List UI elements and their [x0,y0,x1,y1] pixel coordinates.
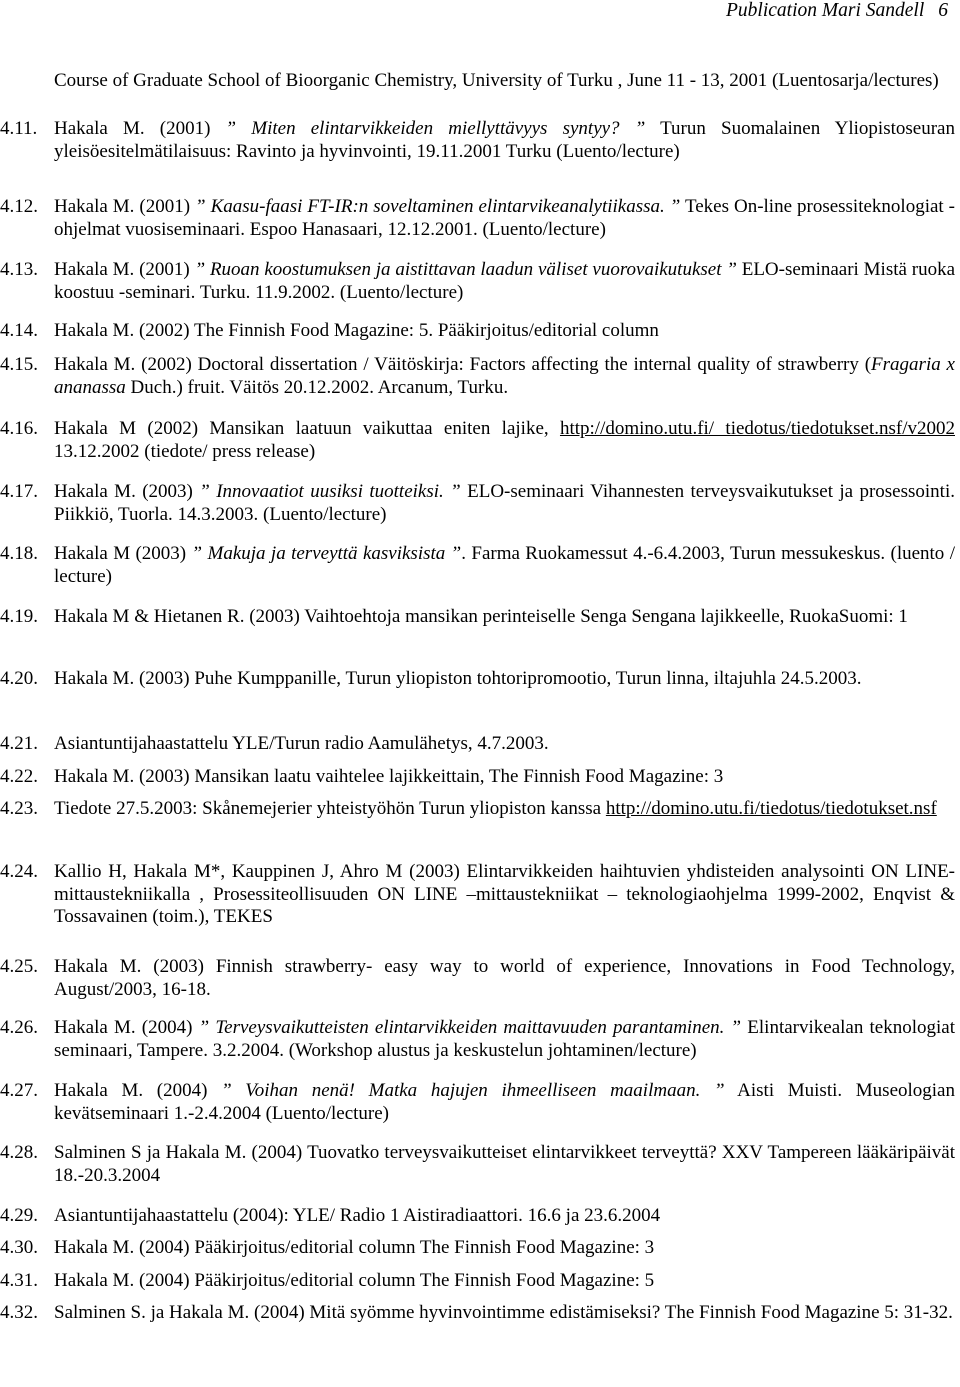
text-segment: 13.12.2002 (tiedote/ press release) [54,440,316,462]
text-segment: Hakala M. (2003) [54,481,200,502]
item-text [54,668,955,691]
item-text [54,354,955,399]
text-segment: Asiantuntijahaastattelu YLE/Turun radio Aamulähetys, 4.7.2003. [54,733,549,754]
page-number: 6 [938,0,948,21]
item-text [54,606,955,629]
text-segment: Hakala M. (2004) Pääkirjoitus/editorial column The Finnish Food Magazine: 3 [54,1237,655,1258]
item-text [54,118,955,163]
item-text [54,1270,955,1293]
italic-title: ” Voihan nenä! Matka hajujen ihmeelliseen maailmaan. ” [221,1080,725,1101]
item-number: 4.28. [0,1142,38,1163]
item-text [54,543,955,588]
item-number: 4.13. [0,259,38,280]
item-number: 4.18. [0,543,38,564]
text-segment: Hakala M. (2002) The Finnish Food Magazine: 5. Pääkirjoitus/editorial column [54,320,659,341]
item-number: 4.15. [0,354,38,375]
italic-title: ” Makuja ja terveyttä kasviksista ” [191,543,462,564]
item-text [54,259,955,304]
text-segment: . Farma Ruokamessut 4.-6.4.2003, Turun messukeskus. (luento / lecture) [54,543,955,587]
list-item [0,1237,955,1260]
item-text [54,320,955,343]
list-item [0,320,955,343]
item-number: 4.22. [0,766,38,787]
item-number: 4.11. [0,118,38,139]
list-item [0,118,955,163]
list-item [0,1142,955,1187]
text-segment: ELO-seminaari Mistä ruoka koostuu -seminari. Turku. 11.9.2002. (Luento/lecture) [54,259,955,303]
text-segment: Hakala M. (2001) [54,259,195,280]
list-item [0,1080,955,1125]
item-text [54,1017,955,1062]
intro-entry [0,70,955,93]
text-segment: Hakala M (2003) [54,543,192,564]
list-item [0,733,955,756]
text-segment: Hakala M & Hietanen R. (2003) Vaihtoehtoja mansikan perinteiselle Senga Sengana lajikkeelle, RuokaSuomi: 1 [54,606,908,627]
text-segment: Hakala M. (2003) Finnish strawberry- easy way to world of experience, Innovations in Food Technology, August/2003, 16-18. [54,956,955,1000]
list-item [0,606,955,629]
item-text [54,1205,955,1228]
text-segment: Tekes On-line prosessiteknologiat -ohjelmat vuosiseminaari. Espoo Hanasaari, 12.12.2001. (Luento/lecture) [54,196,956,240]
item-text [54,798,955,821]
item-number: 4.31. [0,1270,38,1291]
list-item [0,668,955,691]
italic-title: ” Innovaatiot uusiksi tuotteiksi. ” [199,481,461,502]
italic-title: ” Kaasu-faasi FT-IR:n soveltaminen elintarvikeanalytiikassa. ” [195,196,681,217]
item-text [54,196,955,241]
item-number: 4.29. [0,1205,38,1226]
item-number: 4.26. [0,1017,38,1038]
item-number: 4.27. [0,1080,38,1101]
text-segment: ELO-seminaari Vihannesten terveysvaikutukset ja prosessointi. Piikkiö, Tuorla. 14.3.2003. (Luento/lecture) [54,481,955,525]
item-number: 4.30. [0,1237,38,1258]
item-text [54,418,955,463]
text-segment: Asiantuntijahaastattelu (2004): YLE/ Radio 1 Aistiradiaattori. 16.6 ja 23.6.2004 [54,1205,661,1226]
list-item [0,861,955,929]
italic-title: ” Terveysvaikutteisten elintarvikkeiden maittavuuden parantaminen. ” [198,1017,742,1038]
item-number: 4.17. [0,481,38,502]
list-item [0,766,955,789]
italic-title: Fragaria x ananassa [54,354,955,398]
item-text [54,861,955,929]
list-item [0,481,955,526]
list-item [0,354,955,399]
item-text [54,1302,955,1325]
item-text [54,481,955,526]
page-header [726,0,948,22]
text-segment: Hakala M (2002) Mansikan laatuun vaikuttaa eniten lajike, [54,418,560,439]
text-segment: Elintarvikealan teknologiat seminaari, Tampere. 3.2.2004. (Workshop alustus ja keskustelun johtaminen/lecture) [54,1017,955,1061]
text-segment: Salminen S ja Hakala M. (2004) Tuovatko terveysvaikutteiset elintarvikkeet terveyttä? XXV Tampereen lääkäripäivät 18.-20.3.2004 [54,1142,955,1186]
text-segment: Hakala M. (2001) [54,196,196,217]
item-number: 4.12. [0,196,38,217]
item-number: 4.16. [0,418,38,439]
url-link[interactable]: http://domino.utu.fi/ tiedotus/tiedotukset.nsf/v2002 [559,418,955,439]
item-number: 4.23. [0,798,38,819]
item-number: 4.21. [0,733,38,754]
text-segment: Duch.) fruit. Väitös 20.12.2002. Arcanum, Turku. [125,376,509,398]
list-item [0,259,955,304]
text-segment: Kallio H, Hakala M*, Kauppinen J, Ahro M (2003) Elintarvikkeiden haihtuvien yhdisteiden analysointi ON LINE-mittaustekniikalla , Prosessiteollisuuden ON LINE –mittaustekniikat – teknologiaohjelma 1999-2002, Enqvist & Tossavainen (toim.), TEKES [54,861,955,927]
list-item [0,418,955,463]
list-item [0,1270,955,1293]
text-segment: Turun Suomalainen Yliopistoseuran yleisöesitelmätilaisuus: Ravinto ja hyvinvointi, 19.11.2001 Turku (Luento/lecture) [54,118,955,162]
italic-title: ” Miten elintarvikkeiden miellyttävyys syntyy? ” [225,118,646,139]
list-item [0,1205,955,1228]
item-text [54,1237,955,1260]
item-number: 4.24. [0,861,38,882]
url-link[interactable]: http://domino.utu.fi/tiedotus/tiedotukset.nsf [605,798,937,819]
item-number: 4.20. [0,668,38,689]
list-item [0,1302,955,1325]
item-number: 4.25. [0,956,38,977]
text-segment: Hakala M. (2004) Pääkirjoitus/editorial column The Finnish Food Magazine: 5 [54,1270,655,1291]
list-item [0,798,955,821]
item-text [54,1142,955,1187]
text-segment: Hakala M. (2003) Puhe Kumppanille, Turun yliopiston tohtoripromootio, Turun linna, iltajuhla 24.5.2003. [54,668,862,689]
item-text [54,733,955,756]
text-segment: Hakala M. (2004) [54,1017,199,1038]
item-text [54,956,955,1001]
text-segment: Hakala M. (2004) [54,1080,222,1101]
text-segment: Aisti Muisti. Museologian kevätseminaari 1.-2.4.2004 (Luento/lecture) [54,1080,955,1124]
text-segment: Salminen S. ja Hakala M. (2004) Mitä syömme hyvinvointimme edistämiseksi? The Finnish Food Magazine 5: 31-32. [54,1302,953,1323]
text-segment: Hakala M. (2003) Mansikan laatu vaihtelee lajikkeittain, The Finnish Food Magazine: 3 [54,766,724,787]
intro-text: Course of Graduate School of Bioorganic Chemistry, University of Turku , June 11 - 13, 2001 (Luentosarja/lectures) [54,70,939,91]
item-number: 4.32. [0,1302,38,1323]
italic-title: ” Ruoan koostumuksen ja aistittavan laadun väliset vuorovaikutukset ” [194,259,737,280]
list-item [0,543,955,588]
item-text [54,766,955,789]
list-item [0,196,955,241]
header-title: Publication Mari Sandell [726,0,925,21]
text-segment: Tiedote 27.5.2003: Skånemejerier yhteistyöhön Turun yliopiston kanssa [54,798,606,819]
item-number: 4.19. [0,606,38,627]
list-item [0,1017,955,1062]
text-segment: Hakala M. (2001) [54,118,226,139]
list-item [0,956,955,1001]
item-number: 4.14. [0,320,38,341]
item-text [54,1080,955,1125]
text-segment: Hakala M. (2002) Doctoral dissertation / Väitöskirja: Factors affecting the internal quality of strawberry ( [54,354,872,375]
